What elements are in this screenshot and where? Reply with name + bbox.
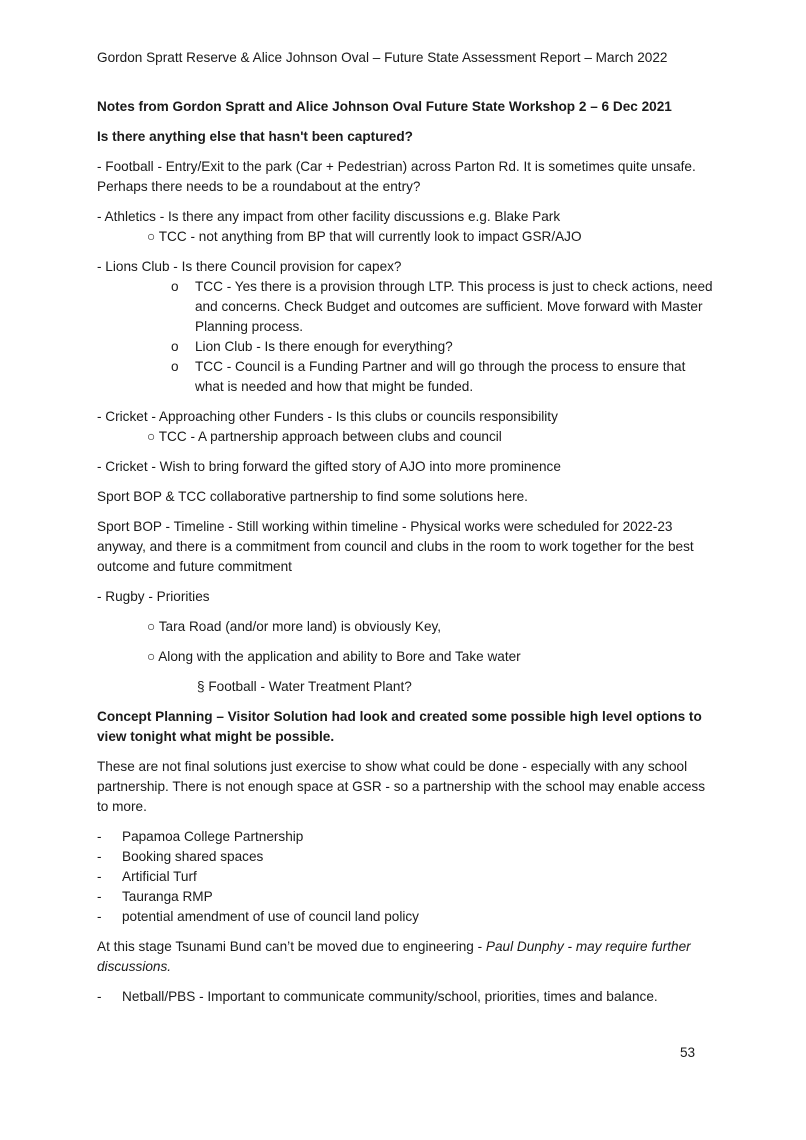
list-item: o Lion Club - Is there enough for everything? <box>97 337 717 357</box>
list-item: - potential amendment of use of council land policy <box>97 909 419 924</box>
rugby-note: - Rugby - Priorities <box>97 589 210 604</box>
list-item: - Papamoa College Partnership <box>97 829 304 844</box>
concept-planning-heading: Concept Planning – Visitor Solution had look and created some possible high level options to view tonight what might be possible. <box>97 709 702 744</box>
tsunami-note-italic: Paul Dunphy - may require further discussions. <box>97 939 691 974</box>
workshop-heading: Notes from Gordon Spratt and Alice Johnson Oval Future State Workshop 2 – 6 Dec 2021 <box>97 99 672 114</box>
page-number: 53 <box>680 1045 696 1060</box>
athletics-note: - Athletics - Is there any impact from other facility discussions e.g. Blake Park <box>97 209 561 224</box>
cricket-story-note: - Cricket - Wish to bring forward the gifted story of AJO into more prominence <box>97 459 561 474</box>
document-body <box>97 97 717 1017</box>
list-item: - Netball/PBS - Important to communicate community/school, priorities, times and balance. <box>97 989 658 1004</box>
bullet: o <box>171 279 179 294</box>
bullet: o <box>171 359 179 374</box>
list-item: - Booking shared spaces <box>97 849 264 864</box>
lions-note: - Lions Club - Is there Council provision for capex? <box>97 259 402 274</box>
rugby-priority-2: ○ Along with the application and ability to Bore and Take water <box>147 649 521 664</box>
list-item: - Tauranga RMP <box>97 889 213 904</box>
lions-list <box>97 277 717 397</box>
concept-options-list <box>97 827 717 927</box>
list-item: o TCC - Yes there is a provision through LTP. This process is just to check actions, need and concerns. Check Budget and outcomes are sufficient. Move forward with Master Planning process. <box>171 279 713 334</box>
sportbop-partnership: Sport BOP & TCC collaborative partnership to find some solutions here. <box>97 489 528 504</box>
football-note: - Football - Entry/Exit to the park (Car + Pedestrian) across Parton Rd. It is sometimes quite unsafe. Perhaps there needs to be a roundabout at the entry? <box>97 159 696 194</box>
page-header: Gordon Spratt Reserve & Alice Johnson Oval – Future State Assessment Report – March 2022 <box>97 50 668 65</box>
athletics-response: ○ TCC - not anything from BP that will currently look to impact GSR/AJO <box>147 229 582 244</box>
concept-planning-text: These are not final solutions just exercise to show what could be done - especially with any school partnership. There is not enough space at GSR - so a partnership with the school may enable access to more. <box>97 759 706 814</box>
cricket-funders-note: - Cricket - Approaching other Funders - Is this clubs or councils responsibility <box>97 409 558 424</box>
list-item: o TCC - Council is a Funding Partner and will go through the process to ensure that what is needed and how that might be funded. <box>171 359 686 394</box>
sportbop-timeline: Sport BOP - Timeline - Still working within timeline - Physical works were scheduled for 2022-23 anyway, and there is a commitment from council and clubs in the room to work together for the best outcome and future commitment <box>97 519 694 574</box>
rugby-priority-1: ○ Tara Road (and/or more land) is obviously Key, <box>147 619 442 634</box>
cricket-response: ○ TCC - A partnership approach between clubs and council <box>147 429 502 444</box>
netball-list <box>97 987 717 1007</box>
list-item: - Artificial Turf <box>97 869 197 884</box>
rugby-priority-3: § Football - Water Treatment Plant? <box>197 679 412 694</box>
question-heading: Is there anything else that hasn't been captured? <box>97 129 413 144</box>
tsunami-note: At this stage Tsunami Bund can’t be moved due to engineering - Paul Dunphy - may require further discussions. <box>97 939 691 974</box>
bullet: o <box>171 339 179 354</box>
